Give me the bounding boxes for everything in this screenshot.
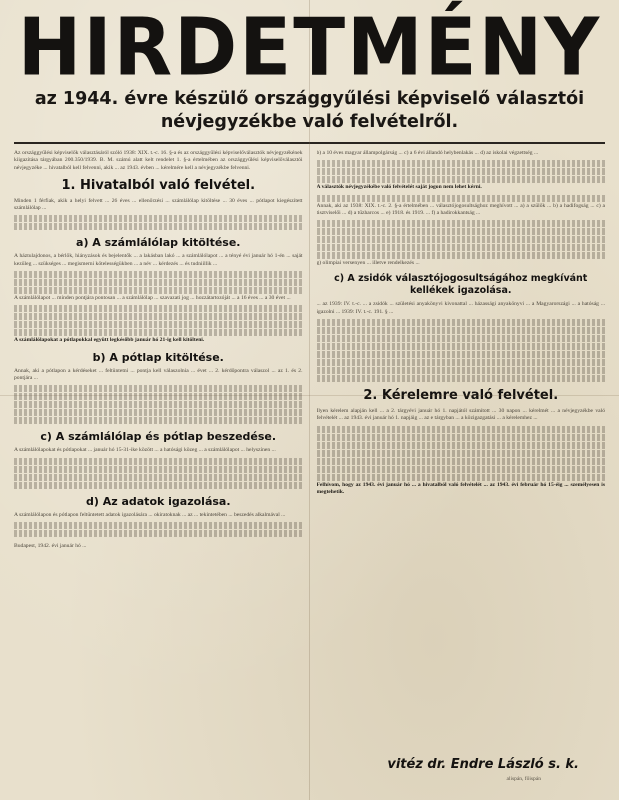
paragraph-a: A háztulajdonos, a bérlők, hiányzások és bejelentők ... a lakásban lakó ... a számlálólapot ... a tényé évi január hó 1-én ... saját kezűleg ... szükséges ... megismerni kötelességükben ... a név ... kérdezés ... és tudniillik ... [14, 253, 303, 267]
signature: vitéz dr. Endre László s. k. [387, 757, 579, 772]
text-line [317, 450, 606, 457]
right-column [317, 150, 606, 790]
text-line [317, 434, 606, 441]
text-line [317, 220, 606, 227]
text-line [14, 474, 303, 481]
right-top-paragraph: b) a 10 éves magyar állampolgárság ... c) a 6 évi állandó helybenlakás ... d) az iskolai végzettség ... [316, 150, 539, 156]
text-line [317, 319, 606, 326]
text-line [317, 375, 606, 382]
text-line [14, 313, 303, 320]
text-line [14, 466, 303, 473]
request-paragraph: Ilyen kérelem alapján kell ... a 2. tárgyévi január hó 1. napjától számított ... 30 napon ... kérelmét ... a névjegyzékbe való felvételét ... az 1943. évi január hó 1. napjáig ... az e tárgyban ... a közigazgatási ... a kérelemhez ... [316, 408, 605, 422]
text-line [14, 215, 303, 222]
text-line [14, 409, 303, 416]
text-line [317, 244, 606, 251]
text-line [317, 442, 606, 449]
text-line [317, 228, 606, 235]
text-line [317, 466, 606, 473]
text-line [14, 385, 303, 392]
text-line [14, 458, 303, 465]
paragraph-b: Annak, aki a pótlapon a kérdéseket ... feltüntetni ... pontja kell válaszolnia ... évet ... 2. kérdőpontra válaszol ... az 1. és 2. pontjára ... [14, 367, 303, 381]
paragraph-a3: A számlálólapokat a pótlapokkal együtt legkésőbb január hó 21-ig kell kitölteni. [14, 337, 205, 344]
subtitle-line-2: névjegyzékbe való felvételről. [160, 112, 459, 132]
request-paragraph-2: Felhívom, hogy az 1943. évi január hó ... a hivatalból való felvételét ... az 1943. évi február hó 15-éig ... személyesen is megtehetik. [316, 481, 605, 495]
subheading-jewish-eligibility: c) A zsidók választójogosultságához megkívánt kellékek igazolása. [334, 273, 588, 297]
eligibility-paragraph: ... az 1939: IV. t.-c. ... a zsidók ... születési anyakönyvi kivonattal ... házassági anyakönyvi ... a Magyarországi ... a hatóság ... igazolni ... 1939: IV. t.-c. 191. § ... [316, 301, 605, 315]
subtitle-line-1: az 1944. évre készülő országgyűlési képviselő választói [34, 89, 585, 109]
text-line [14, 417, 303, 424]
text-line [317, 327, 606, 334]
signature-title: alispán, főispán [506, 776, 541, 782]
right-list-2: g) olimpiai versenyen ... illetve rendelkezés ... [316, 260, 420, 267]
left-column [14, 150, 303, 790]
text-line [14, 287, 303, 294]
paragraph-d: A számlálólapon és pótlapon feltüntetett adatok igazolására ... okiratoknak ... az ... tekintetében ... beszedés alkalmával ... [14, 511, 286, 518]
subheading-b: b) A pótlap kitöltése. [92, 350, 224, 364]
text-line [14, 271, 303, 278]
text-line [317, 236, 606, 243]
official-paragraph: Minden 1 férfiak, akik a helyi felvett ... 26 éves ... ellenőrzési ... számlálólap kitöltése ... 30 éves ... pótlapot kiegészített számlálólap ... [14, 197, 303, 212]
text-line [317, 343, 606, 350]
paragraph-c: A számlálólapokat és pótlapokat ... január hó 15-31-ike között ... a hatósági közeg ... a számlálólapot ... helyszínen ... [14, 447, 276, 454]
text-line [14, 401, 303, 408]
text-line [317, 351, 606, 358]
fold-line-vertical [309, 0, 310, 800]
text-line [317, 160, 606, 167]
text-line [317, 359, 606, 366]
text-line [317, 252, 606, 259]
text-line [14, 329, 303, 336]
poster-title: HIRDETMÉNY [17, 0, 602, 94]
subheading-d: d) Az adatok igazolása. [85, 494, 231, 508]
text-line [14, 522, 303, 529]
text-line [14, 305, 303, 312]
text-line [317, 426, 606, 433]
text-line [317, 195, 606, 202]
right-list: Annak, aki az 1938: XIX. t.-c. 2. §-a értelmében ... választójogosultsághoz meghívott ... a) a szülők ... b) a hadifogság ... c) a tisztviselői ... d) a tűzharcos ... e) 1918. és 1919. ... f) a hadirokkantság ... [316, 202, 605, 216]
text-line [14, 321, 303, 328]
paragraph-a2: A számlálólapot ... minden pontjára pontosan ... a számlálólap ... szavazati jog ... hozzátartozóját ... a 16 éves ... a 30 évet ... [14, 295, 291, 302]
text-line [317, 335, 606, 342]
section-heading-request: 2. Kérelemre való felvétel. [363, 388, 559, 404]
text-line [317, 474, 606, 481]
text-line [317, 367, 606, 374]
date-line: Budapest, 1942. évi január hó ... [14, 542, 87, 549]
text-line [14, 223, 303, 230]
text-line [317, 458, 606, 465]
subheading-a: a) A számlálólap kitöltése. [76, 236, 241, 250]
text-line [317, 176, 606, 183]
section-heading-official: 1. Hivatalból való felvétel. [61, 177, 256, 193]
text-line [14, 393, 303, 400]
subheading-c: c) A számlálólap és pótlap beszedése. [40, 430, 277, 444]
text-line [14, 482, 303, 489]
right-note: A választók névjegyzékébe való felvételét saját jogon nem lehet kérni. [316, 184, 482, 191]
intro-paragraph: Az országgyűlési képviselők választásáról szóló 1938: XIX. t.-c. 16. §-a és az országgyűlési képviselőválasztók névjegyzékének kiigazítása tárgyában 200.350/1939. B. M. számú alatt kelt rendelet 1. §-a értelmében az országgyűlési képviselőválasztói névjegyzéke ... hivatalból kell felvenni, akik ... az 1943. évben ... kérelmére kell a névjegyzékbe felvenni. [14, 150, 303, 171]
text-line [317, 168, 606, 175]
text-line [14, 530, 303, 537]
text-line [14, 279, 303, 286]
